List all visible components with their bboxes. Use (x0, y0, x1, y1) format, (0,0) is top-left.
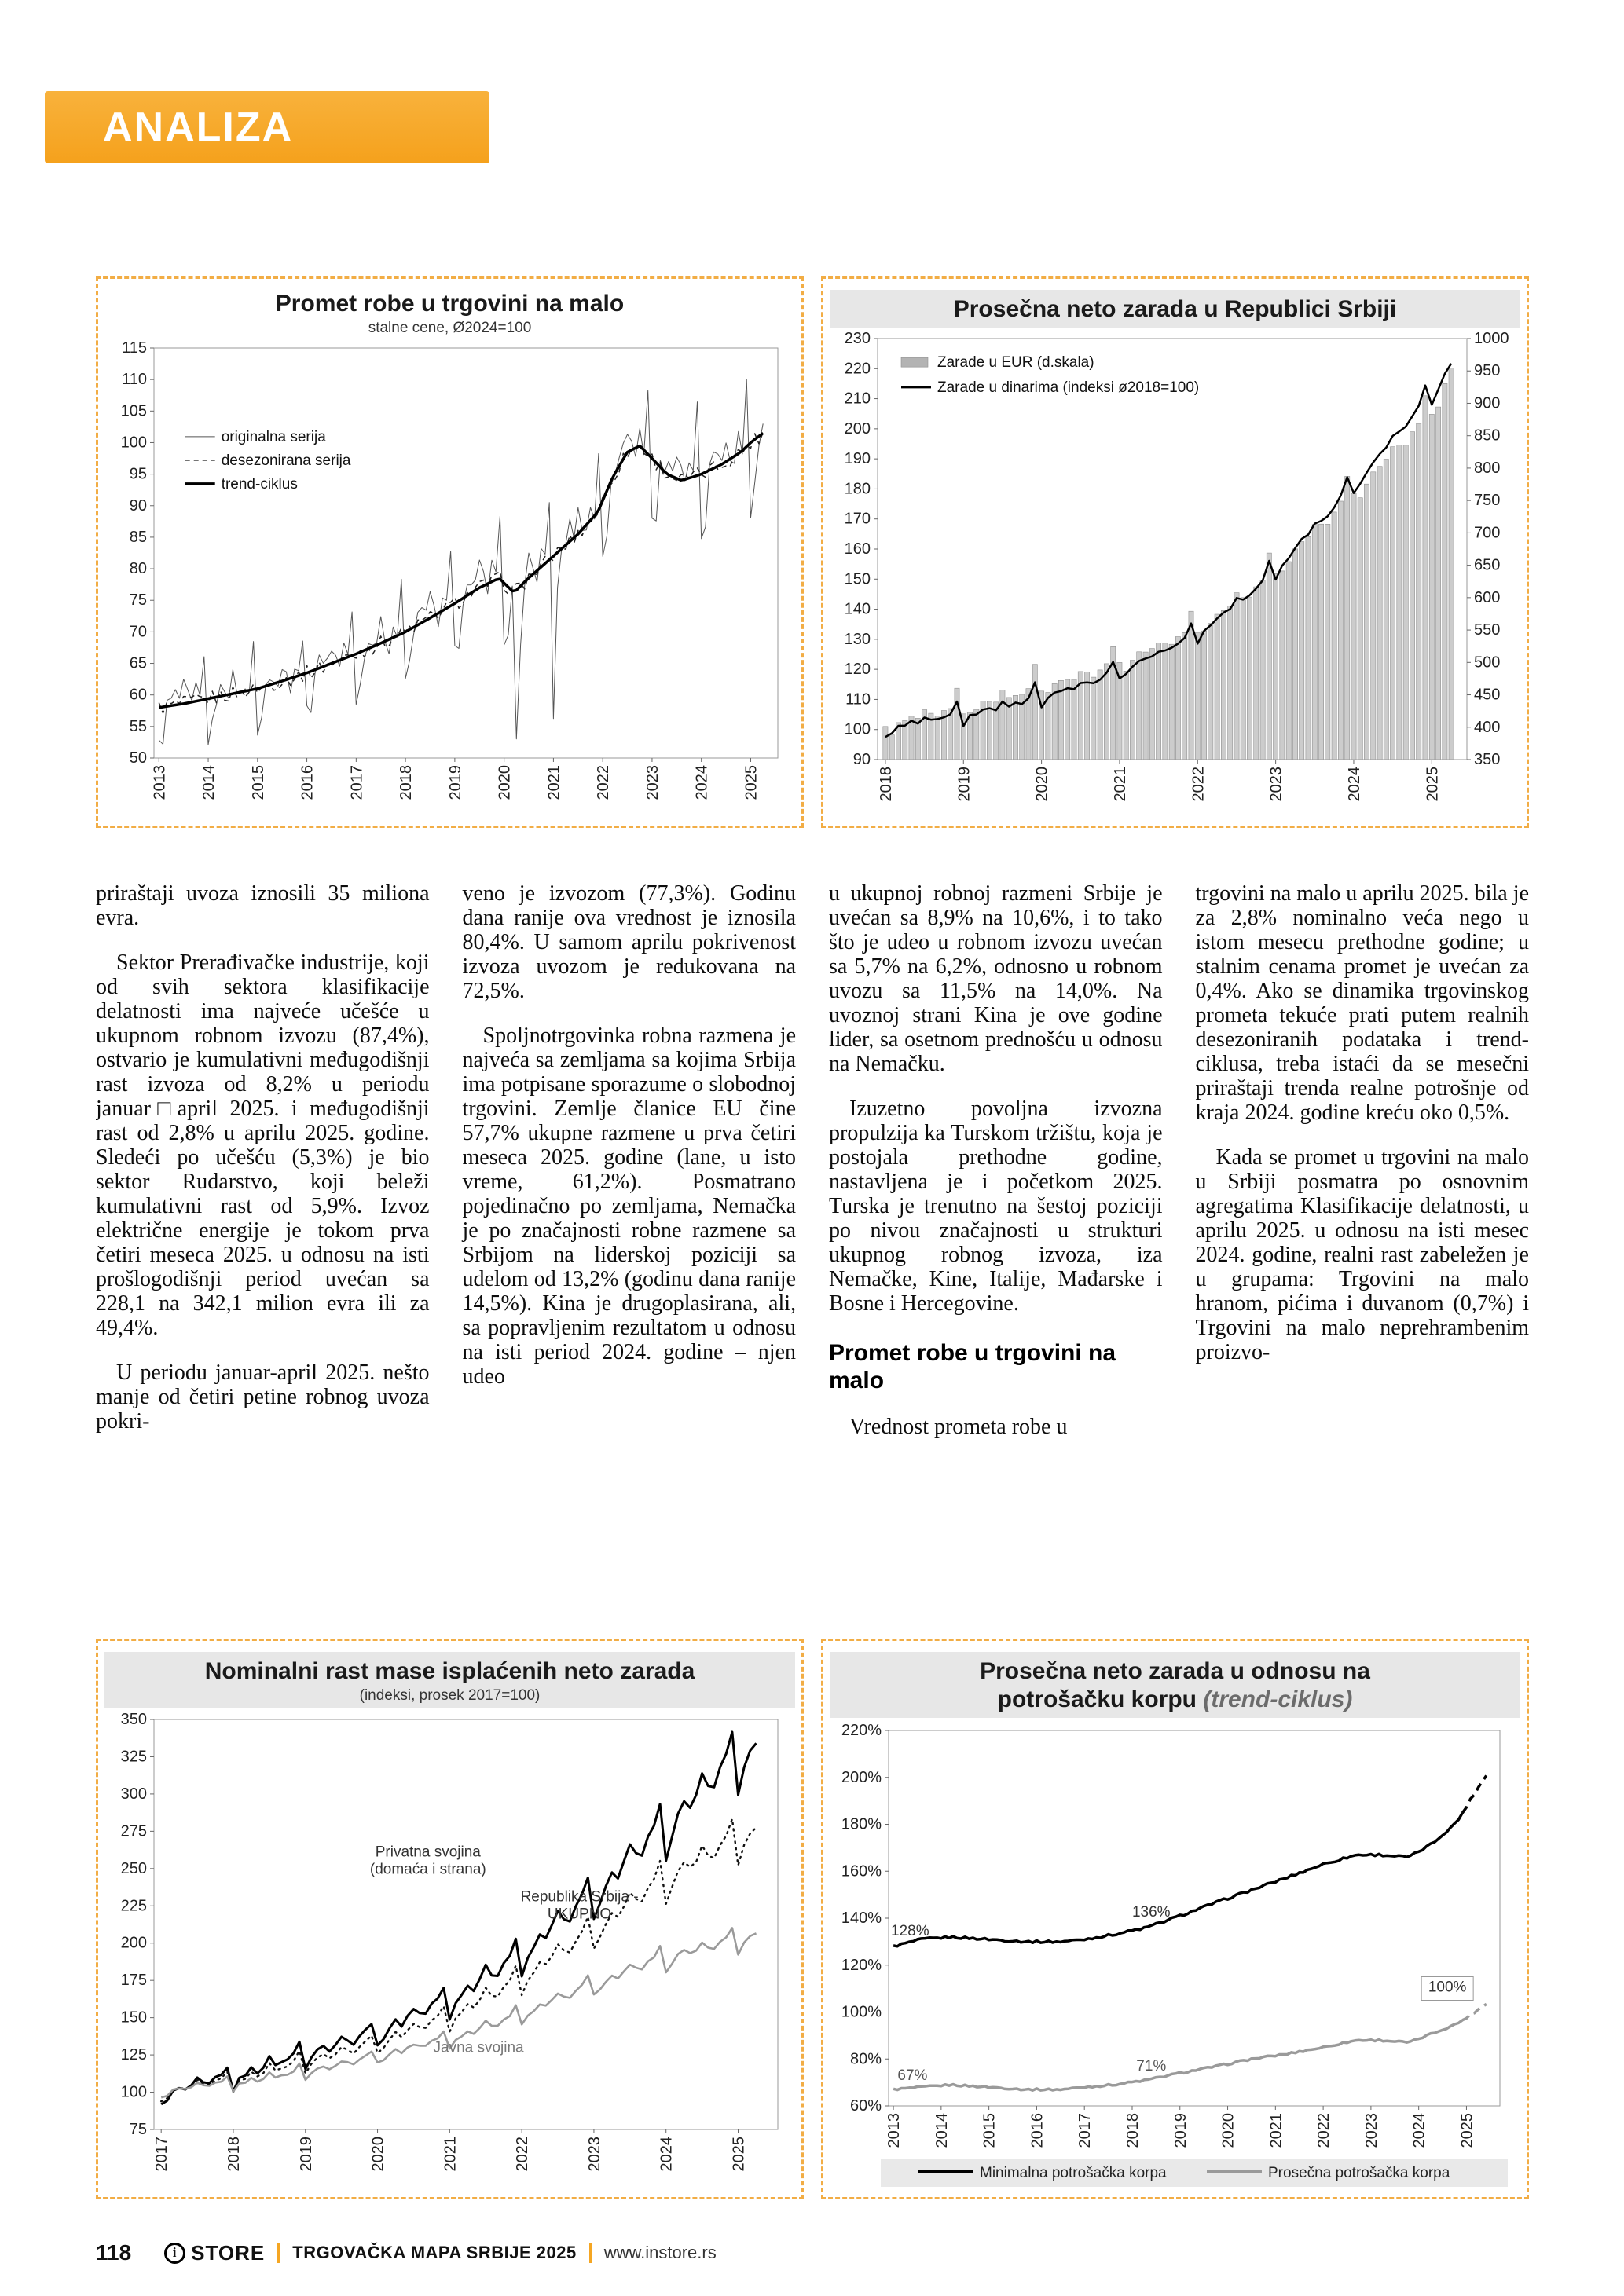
svg-text:160: 160 (844, 540, 871, 558)
svg-text:desezonirana serija: desezonirana serija (221, 452, 350, 469)
svg-text:2022: 2022 (1189, 767, 1207, 802)
svg-text:350: 350 (1473, 751, 1500, 768)
svg-text:170: 170 (844, 510, 871, 528)
svg-text:2015: 2015 (249, 765, 267, 800)
svg-text:Javna svojina: Javna svojina (433, 2039, 524, 2056)
article-paragraph: u ukupnoj robnoj razmeni Srbije je uvećan sa 8,9% na 10,6%, i to tako što je udeo u robnom izvozu uvećan sa 5,7% na 6,2%, odnosno u robnom uvozu sa 11,5% na 14,0%. Na uvoznoj strani Kina je ove godine lider, sa osetnom prednošću u odnosu na Nemačku. (829, 881, 1163, 1076)
chart-panel-net-wage (821, 276, 1529, 828)
svg-text:UKUPNO: UKUPNO (547, 1906, 611, 1923)
svg-text:550: 550 (1473, 621, 1500, 639)
svg-text:originalna serija: originalna serija (221, 428, 326, 445)
svg-text:325: 325 (120, 1748, 147, 1766)
svg-text:2019: 2019 (297, 2137, 315, 2172)
svg-text:2018: 2018 (1124, 2113, 1142, 2148)
svg-text:2020: 2020 (369, 2137, 387, 2172)
svg-text:2021: 2021 (441, 2137, 459, 2172)
chart-panel-wage-vs-basket (821, 1639, 1529, 2199)
svg-text:2018: 2018 (397, 765, 415, 800)
svg-text:1000: 1000 (1473, 332, 1509, 347)
svg-text:85: 85 (129, 528, 147, 546)
svg-text:2015: 2015 (981, 2113, 999, 2148)
svg-text:2020: 2020 (1219, 2113, 1237, 2148)
svg-text:67%: 67% (896, 2067, 927, 2085)
svg-text:trend-ciklus: trend-ciklus (221, 475, 298, 493)
svg-text:800: 800 (1473, 459, 1500, 477)
page-footer (96, 2240, 1529, 2265)
svg-text:2024: 2024 (1345, 767, 1363, 802)
section-label: ANALIZA (103, 104, 294, 150)
svg-text:350: 350 (120, 1713, 147, 1728)
svg-text:60%: 60% (849, 2097, 882, 2115)
instore-i-icon: i (164, 2243, 185, 2264)
svg-text:71%: 71% (1135, 2058, 1166, 2075)
svg-text:120: 120 (844, 661, 871, 679)
svg-text:(domaća i strana): (domaća i strana) (369, 1861, 486, 1878)
svg-text:130: 130 (844, 630, 871, 648)
svg-text:150: 150 (120, 2009, 147, 2027)
article-paragraph: Sektor Prerađivačke industrije, koji od svih sektora klasifikacije delatnosti ima najveće učešće u ukupnom robnom izvozu (87,4%), ostvario je kumulativni međugodišnji rast izvoza od 8,2% u periodu januar□april 2025. i međugodišnji rast od 2,8% u aprilu 2025. godine. Sledeći po učešću (5,3%) je bio sektor Rudarstvo, koji beleži kumulativni rast od 5,9%. Izvoz električne energije je tokom prva četiri meseca 2025. u odnosu na isti prošlogodišnji period uvećan sa 228,1 na 342,1 milion evra ili za 49,4%. (96, 950, 430, 1340)
svg-text:Republika Srbija -: Republika Srbija - (520, 1888, 639, 1906)
svg-text:650: 650 (1473, 556, 1500, 574)
svg-text:136%: 136% (1131, 1903, 1171, 1921)
svg-text:80%: 80% (849, 2050, 882, 2068)
top-charts-row (96, 276, 1529, 828)
svg-text:50: 50 (129, 749, 147, 767)
svg-text:2023: 2023 (643, 765, 662, 800)
chart-header (104, 290, 794, 337)
instore-logo (164, 2241, 265, 2265)
article-paragraph: Spoljnotrgovinka robna razmena je najveća sa zemljama sa kojima Srbija ima potpisane sporazume o slobodnoj trgovini. Zemlje članice EU čine 57,7% ukupne razmene u prva četiri meseca 2025. godine (lane, u isto vreme, 61,2%). Posmatrano pojedinačno po zemljama, Nemačka je po značajnosti robne razmene sa Srbijom na liderskoj poziciji sa udelom od 13,2% (godinu dana ranije 14,5%). Kina je drugoplasirana, ali, sa popravljenim rezultatom u odnosu na isti period 2024. godine – njen udeo (462, 1023, 796, 1389)
svg-text:60: 60 (129, 686, 147, 704)
svg-text:105: 105 (120, 402, 147, 420)
svg-text:95: 95 (129, 465, 147, 483)
chart-title-line1: Prosečna neto zarada u odnosu na (980, 1658, 1370, 1684)
chart-panel-retail-turnover (96, 276, 804, 828)
chart-header (104, 1652, 794, 1708)
svg-text:2022: 2022 (1314, 2113, 1333, 2148)
svg-text:80: 80 (129, 560, 147, 578)
page-number: 118 (96, 2240, 132, 2265)
article-paragraph: U periodu januar-april 2025. nešto manje od četiri petine robnog uvoza pokri- (96, 1360, 430, 1434)
net-wage-chart (834, 332, 1517, 811)
chart-subtitle: (indeksi, prosek 2017=100) (359, 1687, 541, 1704)
svg-text:2019: 2019 (955, 767, 973, 802)
svg-text:90: 90 (852, 751, 871, 768)
chart-title: Promet robe u trgovini na malo (275, 291, 625, 317)
svg-text:175: 175 (120, 1972, 147, 1990)
svg-text:2017: 2017 (1076, 2113, 1094, 2148)
website-link[interactable]: www.instore.rs (603, 2243, 717, 2262)
svg-text:140: 140 (844, 600, 871, 618)
svg-text:100%: 100% (841, 2003, 882, 2021)
footer-separator (277, 2243, 280, 2263)
svg-text:700: 700 (1473, 524, 1500, 542)
svg-text:2025: 2025 (1457, 2113, 1476, 2148)
svg-text:2020: 2020 (1033, 767, 1051, 802)
svg-text:2022: 2022 (513, 2137, 531, 2172)
svg-text:2025: 2025 (730, 2137, 748, 2172)
svg-text:400: 400 (1473, 718, 1500, 736)
svg-text:950: 950 (1473, 362, 1500, 380)
svg-text:70: 70 (129, 623, 147, 641)
svg-text:230: 230 (844, 332, 871, 347)
svg-text:2020: 2020 (496, 765, 514, 800)
svg-text:2014: 2014 (933, 2113, 951, 2148)
svg-text:2018: 2018 (877, 767, 895, 802)
svg-text:600: 600 (1473, 588, 1500, 606)
svg-text:75: 75 (129, 591, 147, 610)
svg-text:180: 180 (844, 480, 871, 498)
svg-text:2023: 2023 (585, 2137, 603, 2172)
svg-text:850: 850 (1473, 427, 1500, 445)
svg-text:2024: 2024 (658, 2137, 676, 2172)
svg-text:225: 225 (120, 1897, 147, 1915)
svg-text:2024: 2024 (693, 765, 711, 800)
svg-text:2021: 2021 (1111, 767, 1129, 802)
bottom-charts-row (96, 1639, 1529, 2199)
svg-text:75: 75 (129, 2121, 147, 2138)
svg-text:200%: 200% (841, 1768, 882, 1786)
svg-text:2018: 2018 (225, 2137, 243, 2172)
svg-text:55: 55 (129, 717, 147, 735)
svg-text:220%: 220% (841, 1723, 882, 1739)
svg-text:2016: 2016 (1028, 2113, 1046, 2148)
svg-text:100: 100 (120, 2083, 147, 2101)
retail-turnover-chart (108, 342, 792, 813)
footer-separator (589, 2243, 592, 2263)
article-subheading: Promet robe u trgovini na malo (829, 1340, 1116, 1393)
svg-text:100: 100 (120, 434, 147, 452)
chart-header (830, 1652, 1520, 1718)
svg-text:Prosečna potrošačka korpa: Prosečna potrošačka korpa (1267, 2165, 1450, 2181)
chart-title-line2: potrošačku korpu (trend-ciklus) (997, 1686, 1353, 1712)
article-paragraph: priraštaji uvoza iznosili 35 miliona evra. (96, 881, 430, 930)
svg-text:500: 500 (1473, 654, 1500, 672)
publication-title: TRGOVAČKA MAPA SRBIJE 2025 (292, 2243, 577, 2262)
svg-text:65: 65 (129, 654, 147, 672)
svg-text:210: 210 (844, 390, 871, 408)
brand-name: STORE (191, 2240, 266, 2265)
chart-header (830, 290, 1520, 328)
article-column-4 (1196, 881, 1530, 1637)
svg-text:2023: 2023 (1267, 767, 1285, 802)
svg-text:2024: 2024 (1410, 2113, 1428, 2148)
svg-text:Zarade u EUR (d.skala): Zarade u EUR (d.skala) (937, 354, 1094, 372)
svg-text:2023: 2023 (1362, 2113, 1380, 2148)
svg-text:2013: 2013 (150, 765, 168, 800)
svg-text:2017: 2017 (347, 765, 365, 800)
chart-title-italic: (trend-ciklus) (1203, 1686, 1353, 1712)
svg-text:115: 115 (121, 342, 147, 357)
svg-text:180%: 180% (841, 1815, 882, 1833)
svg-text:120%: 120% (841, 1956, 882, 1974)
svg-text:300: 300 (120, 1785, 147, 1803)
svg-text:2025: 2025 (1423, 767, 1441, 802)
svg-text:110: 110 (845, 690, 871, 709)
wage-mass-growth-chart (108, 1713, 792, 2184)
svg-text:750: 750 (1473, 492, 1500, 510)
svg-text:190: 190 (844, 450, 871, 468)
svg-text:2014: 2014 (200, 765, 218, 800)
svg-text:90: 90 (129, 496, 147, 514)
svg-text:900: 900 (1473, 394, 1500, 412)
svg-text:110: 110 (121, 371, 147, 389)
article-body (96, 881, 1529, 1637)
svg-text:2019: 2019 (1171, 2113, 1190, 2148)
article-column-1 (96, 881, 430, 1637)
svg-text:2025: 2025 (742, 765, 760, 800)
article-column-3 (829, 881, 1163, 1637)
article-paragraph: Izuzetno povoljna izvozna propulzija ka Turskom tržištu, koja je postojala prethodne godine, nastavljena je i početkom 2025. Turska je trenutno na šestoj poziciji po nivou značajnosti u strukturi ukupnog robnog izvoza, iza Nemačke, Kine, Italije, Mađarske i Bosne i Hercegovine. (829, 1097, 1163, 1316)
article-paragraph: Vrednost prometa robe u (849, 1415, 1068, 1439)
article-paragraph: Kada se promet u trgovini na malo u Srbiji posmatra po osnovnim agregatima Klasifikacije delatnosti, u aprilu 2025. u odnosu na isti mesec 2024. godine, realni rast zabeležen je u grupama: Trgovini na malo hranom, pićima i duvanom (0,7%) i Trgovini na malo neprehrambenim proizvo- (1195, 1145, 1529, 1364)
chart-title: Nominalni rast mase isplaćenih neto zarada (204, 1658, 695, 1684)
svg-text:100: 100 (844, 720, 871, 738)
svg-text:140%: 140% (841, 1910, 882, 1927)
chart-title: Prosečna neto zarada u Republici Srbiji (953, 296, 1397, 322)
article-paragraph: trgovini na malo u aprilu 2025. bila je za 2,8% nominalno veća nego u istom mesecu prethodne godine; u stalnim cenama promet je uvećan za 0,4%. Ako se dinamika trgovinskog prometa tekuće prati putem realnih desezoniranih podataka i trend-ciklusa, treba istaći da se mesečni priraštaji trenda realne potrošnje od kraja 2024. godine kreću oko 0,5%. (1195, 881, 1529, 1125)
svg-text:2022: 2022 (594, 765, 612, 800)
article-paragraph: veno je izvozom (77,3%). Godinu dana ranije ova vrednost je iznosila 80,4%. U samom aprilu pokrivenost izvoza uvozom je redukovana na 72,5%. (462, 881, 796, 1003)
svg-text:2013: 2013 (885, 2113, 903, 2148)
svg-text:100%: 100% (1428, 1979, 1466, 1996)
svg-text:450: 450 (1473, 686, 1500, 704)
svg-text:200: 200 (120, 1934, 147, 1952)
chart-subtitle: stalne cene, Ø2024=100 (368, 320, 532, 336)
svg-text:275: 275 (120, 1822, 147, 1840)
svg-text:Minimalna potrošačka korpa: Minimalna potrošačka korpa (979, 2165, 1167, 2181)
svg-text:160%: 160% (841, 1862, 882, 1880)
svg-text:2021: 2021 (544, 765, 563, 800)
svg-text:200: 200 (844, 419, 871, 438)
svg-text:2021: 2021 (1267, 2113, 1285, 2148)
section-header (45, 91, 489, 163)
svg-text:125: 125 (120, 2046, 147, 2064)
svg-text:Privatna svojina: Privatna svojina (375, 1844, 481, 1861)
svg-text:2017: 2017 (152, 2137, 170, 2172)
svg-text:150: 150 (844, 570, 871, 588)
wage-vs-basket-chart (834, 1723, 1517, 2192)
svg-text:2019: 2019 (446, 765, 464, 800)
svg-text:220: 220 (844, 360, 871, 378)
svg-text:250: 250 (120, 1859, 147, 1877)
svg-text:Zarade u dinarima (indeksi ø20: Zarade u dinarima (indeksi ø2018=100) (937, 379, 1199, 397)
article-column-2 (463, 881, 797, 1637)
svg-text:128%: 128% (890, 1922, 929, 1939)
chart-panel-wage-mass-growth (96, 1639, 804, 2199)
svg-text:2016: 2016 (299, 765, 317, 800)
